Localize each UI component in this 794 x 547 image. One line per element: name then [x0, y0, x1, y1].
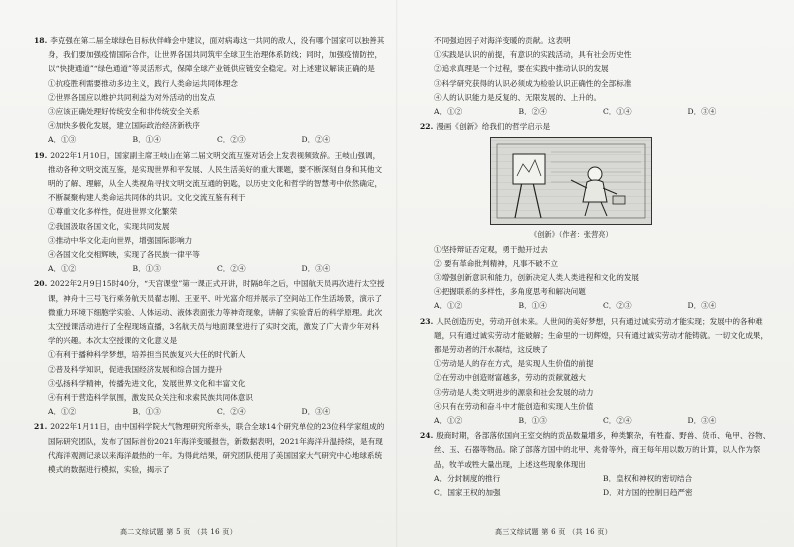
option-4: ④把握联系的多样性，多角度思考和解决问题	[434, 287, 586, 297]
question-22	[420, 120, 772, 313]
option-3: ③推动中华文化走向世界，增强国际影响力	[48, 235, 193, 245]
answer-choices-row-2	[420, 486, 772, 500]
question-stem-continued: 不同强迫因子对海洋变暖的贡献。这表明	[434, 36, 571, 45]
option-1: ①尊重文化多样性，促进世界文化繁荣	[48, 207, 178, 217]
question-number: 24.	[420, 431, 434, 441]
choice-a[interactable]: A．①②	[434, 107, 463, 117]
choice-d[interactable]: D．③④	[687, 301, 717, 311]
question-stem: 人民创造历史，劳动开创未来。人世间的美好梦想，只有通过诚实劳动才能实现；发展中的各种难题，只有通过诚实劳动才能破解；生命里的一切辉煌，只有通过诚实劳动才能铸就。一切文化成果，都是劳动者的汗水凝结，这反映了	[434, 316, 769, 355]
choice-b[interactable]: B．②④	[518, 107, 547, 117]
option-4: ④各国文化交相辉映，实现了各民族一律平等	[48, 250, 200, 260]
option-3: ③弘扬科学精神，传播先进文化，发展世界文化和丰富文化	[48, 378, 246, 388]
choice-a[interactable]: A．分封制度的推行	[434, 473, 501, 483]
question-21-continued	[420, 34, 772, 119]
option-4: ④人的认识能力是反复的、无限发展的、上升的。	[434, 92, 602, 102]
question-18	[34, 34, 386, 148]
choice-a[interactable]: A．①②	[48, 264, 77, 274]
left-column	[34, 34, 386, 478]
answer-choices-row-1	[420, 472, 772, 486]
choice-b[interactable]: B．①④	[518, 301, 547, 311]
choice-b[interactable]: B．①③	[132, 264, 161, 274]
question-19	[34, 149, 386, 277]
question-stem: 漫画《创新》给我们的哲学启示是	[436, 122, 551, 132]
question-number: 21.	[34, 422, 48, 432]
answer-choices	[34, 262, 386, 276]
option-3: ③增强创新意识和能力，创新决定人类人类进程和文化的发展	[434, 273, 640, 283]
choice-c[interactable]: C．①④	[603, 107, 632, 117]
question-23	[420, 315, 772, 429]
question-number: 23.	[420, 316, 434, 326]
page-crease	[396, 0, 398, 547]
choice-c[interactable]: C．②③	[603, 301, 632, 311]
option-4: ④只有在劳动和奋斗中才能创造和实现人生价值	[434, 401, 594, 411]
choice-b[interactable]: B．皇权和神权的密切结合	[603, 473, 693, 483]
question-stem: 2022年1月11日，由中国科学院大气物理研究所牵头，联合全球14个研究单位的23位科学家组成的国际研究团队，发布了国际首份2021年海洋变暖报告，新数据表明，2021年海洋升温持续，是有现代海洋观测记录以来海洋最热的一年。为得此结果，研究团队使用了美国国家大气研究中心地球系统模式的数据进行模拟，实验，揭示了	[48, 422, 385, 475]
answer-choices	[34, 133, 386, 147]
choice-c[interactable]: C．②③	[217, 135, 246, 145]
option-2: ②普及科学知识，促进我国经济发展和综合国力提升	[48, 364, 223, 374]
right-column	[420, 34, 772, 501]
option-1: ①抗疫胜利需要推动多边主义，践行人类命运共同体理念	[48, 78, 238, 88]
page-footer-left: 高二文综试题 第 5 页 （共 16 页）	[120, 528, 238, 536]
answer-choices	[34, 405, 386, 419]
question-number: 20.	[34, 279, 48, 289]
choice-a[interactable]: A．①②	[434, 301, 463, 311]
option-2: ②世界各国应以维护共同利益为对外活动的出发点	[48, 92, 216, 102]
question-stem: 李克强在第二届全球绿色目标伙伴峰会中建议，面对病毒这一共同的敌人，没有哪个国家可以独善其身，我们要加强疫情国际合作，让世界各国共同筑牢全球卫生治理体系防线；同时，加强疫情防控，以“快捷通道”“绿色通道”等灵活形式，保障全球产业链供应链安全稳定。对上述建议解读正确的是	[48, 36, 385, 74]
answer-choices	[420, 414, 772, 428]
option-2: ②在劳动中创造财富越多，劳动的贡献就越大	[434, 373, 586, 383]
choice-c[interactable]: C．国家王权的加强	[434, 488, 501, 498]
choice-b[interactable]: B．①④	[132, 135, 161, 145]
choice-d[interactable]: D．③④	[301, 407, 331, 417]
choice-a[interactable]: A．①②	[48, 407, 77, 417]
question-stem: 殷商时期，各部落依国向王室交纳的贡品数量增多，种类繁杂，有牲畜、野兽、货币、龟甲、谷物、丝、玉、石器等物品。除了部落方国中的北甲、兆骨等外，商王每年用以数万的计算，以人作为祭品，牧羊或牲大量出现，上述这些现象体现出	[434, 431, 771, 469]
question-stem: 2022年2月9日15时40分，“天宫课堂”第一课正式开讲，时隔8年之后，中国航天员再次进行太空授课，神舟十三号飞行乘务航天员翟志刚、王亚平、叶光富介绍并展示了空间站工作生活场景，演示了微重力环境下细胞学实验、人体运动、液体表面张力等神奇现象，讲解了实验背后的科学原理。此次太空授课活动进行了全程现场直播，3名航天员与地面课堂进行了实时交流，激发了广大青少年对科学的兴趣。本次太空授课的文化意义是	[48, 279, 385, 346]
cartoon-caption: 《创新》（作者：张营亮）	[530, 230, 613, 240]
choice-d[interactable]: D．③④	[301, 264, 331, 274]
choice-c[interactable]: C．②④	[217, 407, 246, 417]
cartoon-innovation-image	[490, 137, 652, 225]
option-3: ③应该正确处理好传统安全和非传统安全关系	[48, 107, 200, 117]
page-footer-right: 高三文综试题 第 6 页 （共 16 页）	[495, 528, 613, 536]
cartoon-drawing	[491, 138, 651, 224]
option-2: ②追求真理是一个过程，要在实践中推动认识的发展	[434, 64, 609, 74]
option-2: ② 要有革命批判精神，凡事不破不立	[434, 258, 558, 268]
option-3: ③科学研究获得的认识必须成为检验认识正确性的全部标准	[434, 78, 632, 88]
question-number: 18.	[34, 36, 48, 45]
question-24	[420, 429, 772, 500]
option-4: ④有利于营造科学氛围，激发民众关注和求索民族共同体意识	[48, 393, 254, 403]
option-1: ①实践是认识的前提，有意识的实践活动，具有社会历史性	[434, 50, 632, 60]
choice-b[interactable]: B．①③	[132, 407, 161, 417]
choice-d[interactable]: D．对方国的控制日趋严密	[603, 488, 693, 498]
answer-choices	[420, 299, 772, 313]
choice-b[interactable]: B．①③	[518, 416, 547, 426]
question-21	[34, 420, 386, 477]
question-number: 22.	[420, 122, 434, 132]
option-4: ④加快多极化发展，建立国际政治经济新秩序	[48, 121, 200, 131]
question-stem: 2022年1月10日，国家副主席王岐山在第二届文明交流互鉴对话会上发表视频致辞。王岐山强调，推动各种文明交流互鉴，是实现世界和平发展、人民生活美好的重大课题，要不断深刻自身和其他文明的了解、理解，从全人类视角寻找文明交流互通的钥匙，以历史文化和哲学的智慧考中依然确定，不断凝聚构建人类命运共同体的共识。文化交流互鉴有利于	[48, 150, 383, 203]
option-3: ③劳动是人类文明进步的源泉和社会发展的动力	[434, 387, 594, 397]
answer-choices	[420, 105, 772, 119]
option-1: ①劳动是人的存在方式，是实现人生价值的前提	[434, 359, 594, 369]
choice-d[interactable]: D．②④	[301, 135, 331, 145]
option-2: ②我国汲取各国文化，实现共同发展	[48, 221, 170, 231]
choice-c[interactable]: C．②④	[603, 416, 632, 426]
option-1: ①有利于播种科学梦想，培养担当民族复兴大任的时代新人	[48, 350, 246, 360]
choice-c[interactable]: C．②④	[217, 264, 246, 274]
question-20	[34, 277, 386, 419]
choice-d[interactable]: D．③④	[687, 416, 717, 426]
choice-a[interactable]: A．①③	[48, 135, 77, 145]
question-number: 19.	[34, 150, 48, 160]
choice-d[interactable]: D．③④	[687, 107, 717, 117]
option-1: ①坚持辩证否定观，勇于抛开过去	[434, 244, 548, 254]
choice-a[interactable]: A．①②	[434, 416, 463, 426]
